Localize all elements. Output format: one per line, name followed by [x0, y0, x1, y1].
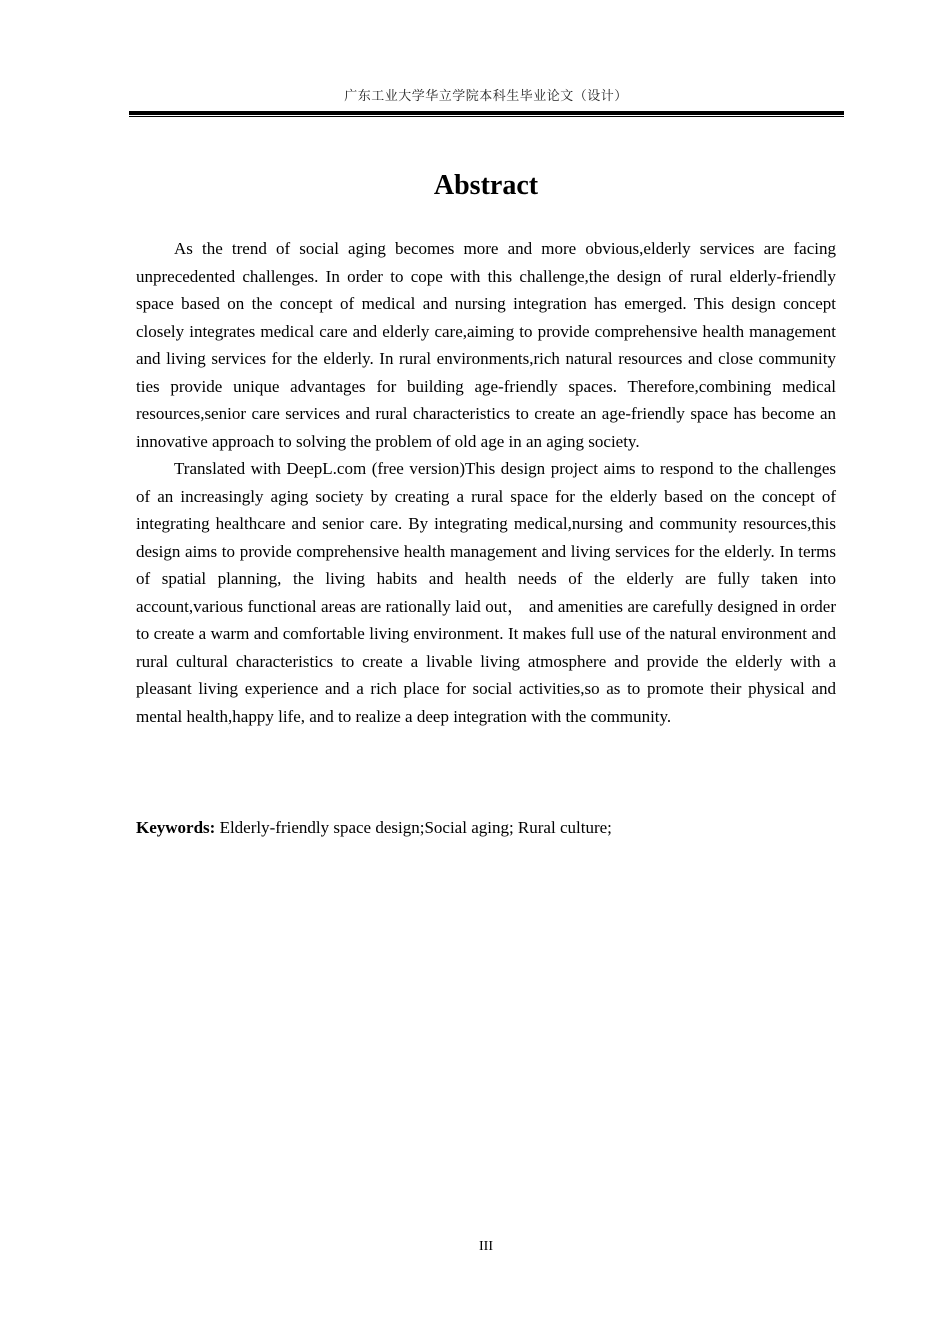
abstract-title: Abstract: [433, 170, 539, 201]
abstract-paragraph-2: Translated with DeepL.com (free version)This design project aims to respond to the challenges of an increasingly aging society by creating a rural space for the elderly based on the concept of integrating healthcare and senior care. By integrating medical,nursing and community resources,this design aims to provide comprehensive health management and living services for the elderly. In terms of spatial planning, the living habits and health needs of the elderly are fully taken into account,various functional areas are rationally laid out， and amenities are carefully designed in order to create a warm and comfortable living environment. It makes full use of the natural environment and rural cultural characteristics to create a livable living atmosphere and provide the elderly with a pleasant living experience and a rich place for social activities,so as to promote their physical and mental health,happy life, and to realize a deep integration with the community.: [136, 459, 836, 726]
keywords-label: Keywords:: [136, 818, 216, 837]
header-rule: [129, 111, 844, 117]
page-number: III: [479, 1239, 493, 1254]
running-header: 广东工业大学华立学院本科生毕业论文（设计）: [344, 89, 628, 104]
keywords-text: Elderly-friendly space design;Social aging; Rural culture;: [215, 818, 612, 837]
abstract-paragraph-1: As the trend of social aging becomes more and more obvious,elderly services are facing unprecedented challenges. In order to cope with this challenge,the design of rural elderly-friendly space based on the concept of medical and nursing integration has emerged. This design concept closely integrates medical care and elderly care,aiming to provide comprehensive health management and living services for the elderly. In rural environments,rich natural resources and close community ties provide unique advantages for building age-friendly spaces. Therefore,combining medical resources,senior care services and rural characteristics to create an age-friendly space has become an innovative approach to solving the problem of old age in an aging society.: [136, 239, 836, 451]
abstract-body: [136, 235, 836, 730]
keywords-line: [136, 814, 836, 842]
